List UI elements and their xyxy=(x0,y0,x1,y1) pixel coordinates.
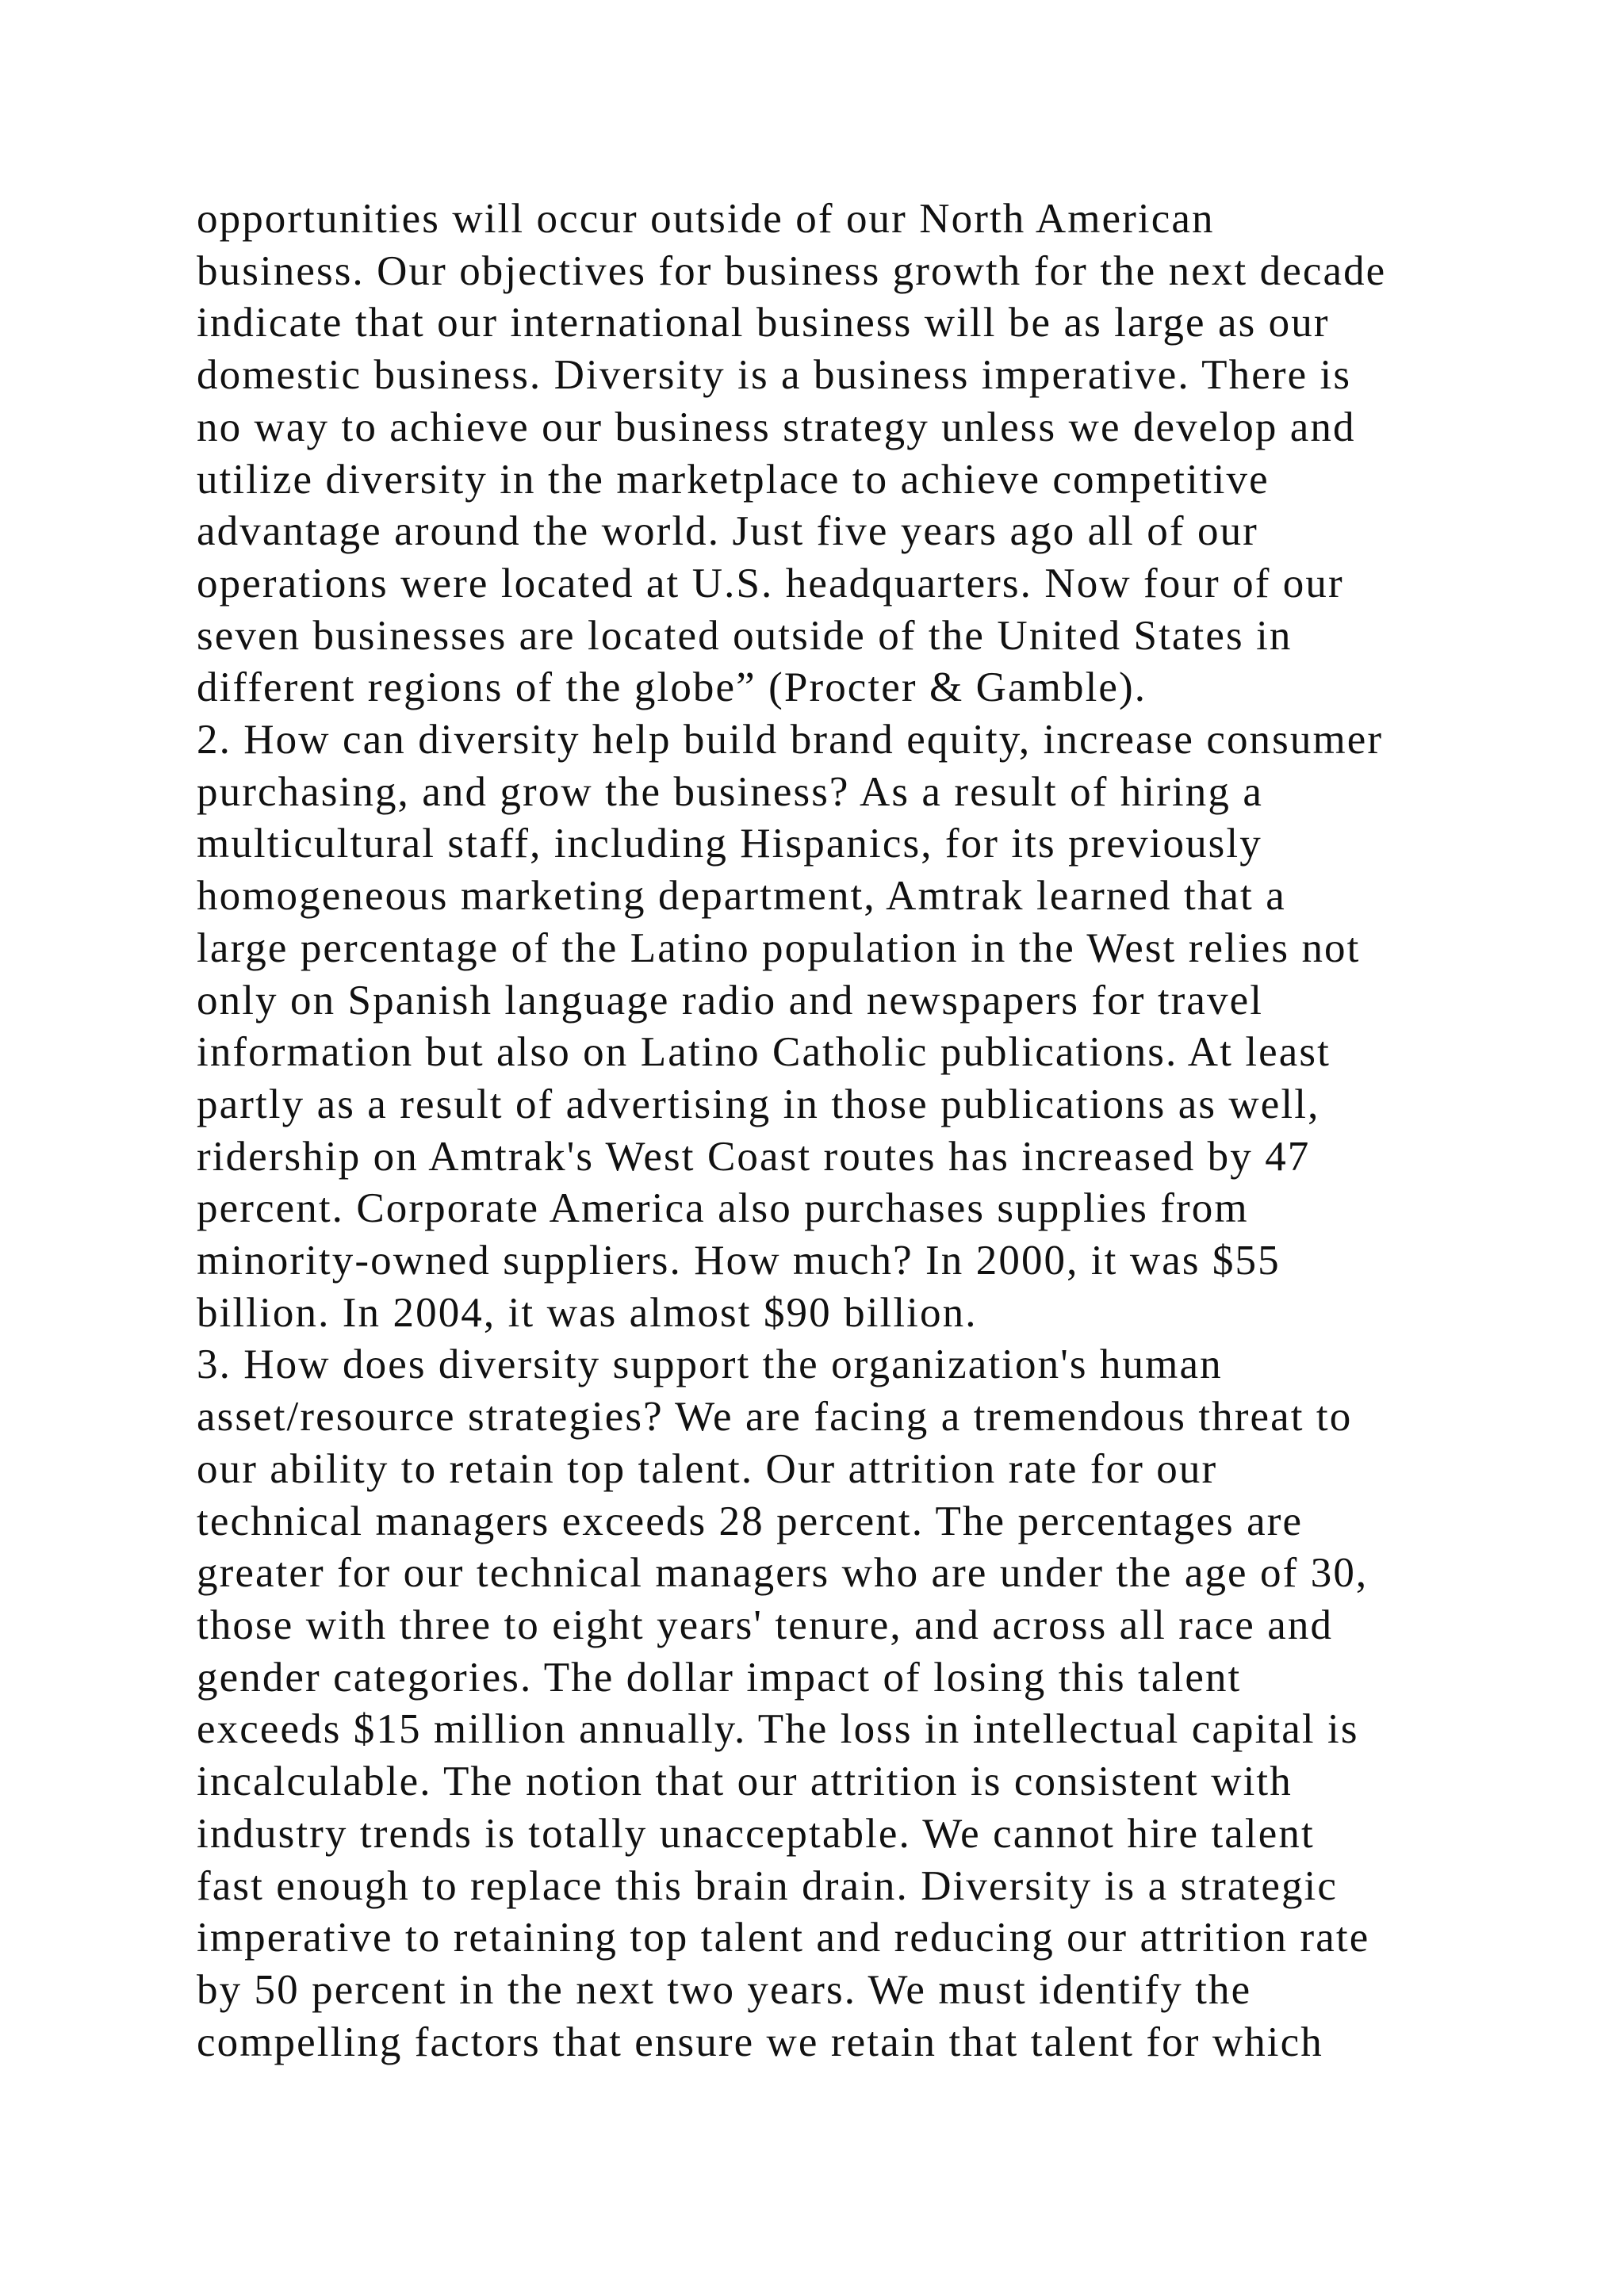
text-line: domestic business. Diversity is a business imperative. There is xyxy=(197,352,1352,399)
text-line: business. Our objectives for business growth for the next decade xyxy=(197,247,1387,294)
text-line: asset/resource strategies? We are facing a tremendous threat to xyxy=(197,1394,1353,1441)
text-line: purchasing, and grow the business? As a result of hiring a xyxy=(197,768,1263,815)
text-line: partly as a result of advertising in those publications as well, xyxy=(197,1081,1320,1127)
text-line: percent. Corporate America also purchases supplies from xyxy=(197,1185,1249,1232)
text-line: only on Spanish language radio and newspapers for travel xyxy=(197,977,1264,1024)
text-line: those with three to eight years' tenure, and across all race and xyxy=(197,1601,1334,1648)
text-line: multicultural staff, including Hispanics, for its previously xyxy=(197,821,1262,867)
text-line: compelling factors that ensure we retain that talent for which xyxy=(197,2019,1323,2065)
text-line: operations were located at U.S. headquarters. Now four of our xyxy=(197,560,1344,607)
text-line: opportunities will occur outside of our North American xyxy=(197,196,1215,242)
text-line: by 50 percent in the next two years. We must identify the xyxy=(197,1966,1252,2013)
text-line: gender categories. The dollar impact of losing this talent xyxy=(197,1654,1242,1701)
text-line: 3. How does diversity support the organization's human xyxy=(197,1341,1223,1388)
text-line: fast enough to replace this brain drain. Diversity is a strategic xyxy=(197,1862,1339,1909)
text-line: greater for our technical managers who are under the age of 30, xyxy=(197,1550,1369,1597)
text-line: our ability to retain top talent. Our attrition rate for our xyxy=(197,1445,1218,1492)
text-line: incalculable. The notion that our attrition is consistent with xyxy=(197,1758,1293,1805)
body-text xyxy=(197,193,1497,2068)
text-line: technical managers exceeds 28 percent. The percentages are xyxy=(197,1498,1304,1544)
text-line: ridership on Amtrak's West Coast routes has increased by 47 xyxy=(197,1133,1311,1180)
text-line: different regions of the globe” (Procter & Gamble). xyxy=(197,664,1147,711)
text-line: imperative to retaining top talent and reducing our attrition rate xyxy=(197,1915,1370,1961)
text-line: large percentage of the Latino population in the West relies not xyxy=(197,924,1361,971)
text-line: utilize diversity in the marketplace to achieve competitive xyxy=(197,456,1270,503)
text-line: homogeneous marketing department, Amtrak learned that a xyxy=(197,873,1286,920)
text-line: seven businesses are located outside of the United States in xyxy=(197,612,1293,659)
text-line: minority-owned suppliers. How much? In 2000, it was $55 xyxy=(197,1238,1281,1284)
text-line: information but also on Latino Catholic publications. At least xyxy=(197,1029,1331,1076)
text-line: industry trends is totally unacceptable. We cannot hire talent xyxy=(197,1810,1315,1857)
text-line: exceeds $15 million annually. The loss in intellectual capital is xyxy=(197,1706,1359,1753)
text-line: billion. In 2004, it was almost $90 billion. xyxy=(197,1289,978,1336)
text-line: 2. How can diversity help build brand equity, increase consumer xyxy=(197,717,1384,763)
text-line: advantage around the world. Just five years ago all of our xyxy=(197,508,1258,555)
text-line: indicate that our international business will be as large as our xyxy=(197,300,1330,346)
text-line: no way to achieve our business strategy unless we develop and xyxy=(197,404,1356,450)
